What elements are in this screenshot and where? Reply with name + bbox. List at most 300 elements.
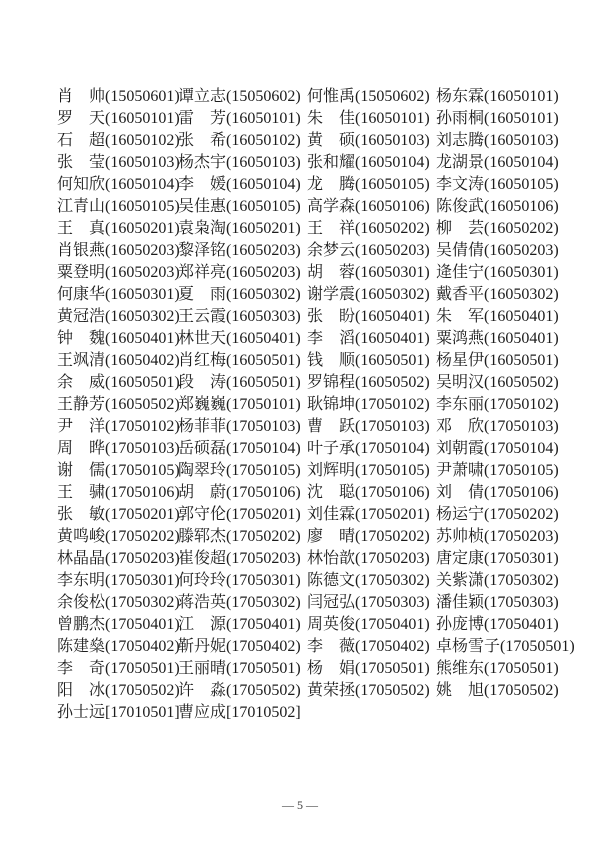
roster-entry [307, 526, 436, 548]
student-id: (17050203) [226, 550, 301, 567]
student-name: 林怡歆 [307, 550, 356, 567]
roster-entry [307, 548, 436, 570]
student-id: (16050203) [355, 242, 430, 259]
student-name: 闫冠弘 [307, 594, 356, 611]
roster-entry [57, 86, 178, 108]
roster-entry [436, 108, 575, 130]
student-name: 陈德文 [307, 572, 356, 589]
roster-entry [307, 416, 436, 438]
roster-entry [178, 438, 307, 460]
student-name: 刘志腾 [436, 132, 485, 149]
student-id: (17050502) [484, 682, 559, 699]
roster-entry [307, 174, 436, 196]
student-id: (16050302) [105, 308, 180, 325]
roster-entry [57, 262, 178, 284]
student-name: 杨东霖 [436, 88, 485, 105]
roster-entry [436, 680, 575, 702]
student-name: 王丽晴 [178, 660, 227, 677]
student-id: (17050203) [355, 550, 430, 567]
student-id: (17050501) [226, 660, 301, 677]
student-id: (17050103) [226, 418, 301, 435]
student-name: 肖银燕 [57, 242, 106, 259]
student-id: (16050501) [226, 374, 301, 391]
student-name: 王 祥 [307, 220, 356, 237]
student-id: (17050202) [355, 528, 430, 545]
student-id: (16050103) [226, 154, 301, 171]
student-name: 谭立志 [178, 88, 227, 105]
student-name: 孙庞博 [436, 616, 485, 633]
student-id: (16050301) [355, 264, 430, 281]
student-id: (16050301) [484, 264, 559, 281]
roster-entry [436, 306, 575, 328]
student-name: 张 希 [178, 132, 227, 149]
student-name: 肖红梅 [178, 352, 227, 369]
student-name: 尹萧啸 [436, 462, 485, 479]
student-id: (16050104) [226, 176, 301, 193]
student-name: 罗锦程 [307, 374, 356, 391]
roster-entry [436, 504, 575, 526]
student-id: (17050103) [355, 418, 430, 435]
roster-entry [57, 526, 178, 548]
student-id: (17050502) [355, 682, 430, 699]
roster-entry [307, 218, 436, 240]
student-id: (16050501) [484, 352, 559, 369]
roster-entry [178, 174, 307, 196]
student-id: (16050501) [226, 352, 301, 369]
student-name: 岳硕磊 [178, 440, 227, 457]
roster-entry [57, 306, 178, 328]
student-name: 蒋浩英 [178, 594, 227, 611]
roster-entry [436, 240, 575, 262]
roster-entry [178, 328, 307, 350]
student-name: 段 涛 [178, 374, 227, 391]
student-id: (16050401) [484, 308, 559, 325]
student-id: (16050302) [226, 286, 301, 303]
student-name: 靳丹妮 [178, 638, 227, 655]
student-id: (16050104) [105, 176, 180, 193]
roster-entry [307, 372, 436, 394]
student-id: (16050401) [105, 330, 180, 347]
page-number: — 5 — [282, 798, 318, 812]
student-id: (16050104) [484, 154, 559, 171]
roster-entry [307, 240, 436, 262]
student-id: [17010501] [105, 704, 180, 721]
roster-entry [57, 658, 178, 680]
student-id: (16050401) [355, 330, 430, 347]
roster-entry [178, 86, 307, 108]
student-name: 周英俊 [307, 616, 356, 633]
student-id: (17050104) [355, 440, 430, 457]
roster-entry [57, 702, 178, 724]
roster-entry [178, 240, 307, 262]
roster-entry [178, 702, 307, 724]
student-id: (17050301) [105, 572, 180, 589]
roster-entry [307, 614, 436, 636]
student-name: 林晶晶 [57, 550, 106, 567]
student-id: (17050302) [105, 594, 180, 611]
student-id: (16050401) [355, 308, 430, 325]
student-id: (17050101) [226, 396, 301, 413]
student-id: (16050105) [226, 198, 301, 215]
roster-entry [57, 240, 178, 262]
student-id: (15050601) [105, 88, 180, 105]
student-id: (16050401) [484, 330, 559, 347]
student-name: 姚 旭 [436, 682, 485, 699]
student-name: 逄佳宁 [436, 264, 485, 281]
roster-entry [178, 284, 307, 306]
student-id: (17050201) [105, 506, 180, 523]
student-id: (17050401) [355, 616, 430, 633]
roster-entry [57, 592, 178, 614]
student-name: 张 敏 [57, 506, 106, 523]
roster-entry [436, 218, 575, 240]
student-name: 杨菲菲 [178, 418, 227, 435]
roster-entry [57, 438, 178, 460]
student-name: 熊维东 [436, 660, 485, 677]
student-id: (17050501) [500, 638, 575, 655]
roster-entry [307, 504, 436, 526]
student-name: 刘佳霖 [307, 506, 356, 523]
student-name: 何知欣 [57, 176, 106, 193]
roster-entry [57, 482, 178, 504]
student-id: (17050402) [226, 638, 301, 655]
student-id: (16050101) [484, 110, 559, 127]
student-name: 黎泽铭 [178, 242, 227, 259]
student-name: 李 奇 [57, 660, 106, 677]
roster-entry [57, 108, 178, 130]
roster-entry [57, 284, 178, 306]
student-id: (17050202) [226, 528, 301, 545]
student-name: 崔俊超 [178, 550, 227, 567]
roster-entry [57, 372, 178, 394]
roster-entry [307, 394, 436, 416]
student-name: 吴倩倩 [436, 242, 485, 259]
student-name: 黄鸣峻 [57, 528, 106, 545]
student-id: (15050602) [226, 88, 301, 105]
student-name: 苏帅桢 [436, 528, 485, 545]
roster-entry [307, 130, 436, 152]
student-name: 夏 雨 [178, 286, 227, 303]
roster-entry [57, 328, 178, 350]
student-id: (17050104) [484, 440, 559, 457]
student-name: 黄荣拯 [307, 682, 356, 699]
student-id: (17050201) [226, 506, 301, 523]
roster-entry [57, 680, 178, 702]
roster-entry [178, 570, 307, 592]
roster-entry [57, 218, 178, 240]
roster-entry [307, 482, 436, 504]
roster-entry [178, 152, 307, 174]
student-name: 王云霞 [178, 308, 227, 325]
student-id: (16050102) [226, 132, 301, 149]
roster-entry [436, 196, 575, 218]
student-id: (16050401) [226, 330, 301, 347]
roster-entry [307, 658, 436, 680]
student-id: (17050501) [355, 660, 430, 677]
student-id: (17050103) [484, 418, 559, 435]
student-name: 李 媛 [178, 176, 227, 193]
student-name: 高学森 [307, 198, 356, 215]
roster-entry [178, 108, 307, 130]
roster-entry [307, 350, 436, 372]
student-name: 石 超 [57, 132, 106, 149]
student-name: 杨 娟 [307, 660, 356, 677]
student-id: (17050103) [105, 440, 180, 457]
student-id: (16050103) [355, 132, 430, 149]
student-name: 朱 佳 [307, 110, 356, 127]
roster-entry [307, 262, 436, 284]
student-id: (16050502) [355, 374, 430, 391]
roster-entry [307, 592, 436, 614]
student-name: 耿锦坤 [307, 396, 356, 413]
roster-entry [178, 372, 307, 394]
student-id: (16050104) [355, 154, 430, 171]
student-name: 唐定康 [436, 550, 485, 567]
student-id: (16050201) [105, 220, 180, 237]
student-id: (16050101) [226, 110, 301, 127]
student-name: 阳 冰 [57, 682, 106, 699]
student-name: 刘辉明 [307, 462, 356, 479]
student-name: 许 淼 [178, 682, 227, 699]
student-name: 何玲玲 [178, 572, 227, 589]
roster-entry [436, 570, 575, 592]
roster-entry [57, 460, 178, 482]
student-id: (17050106) [226, 484, 301, 501]
student-id: (16050202) [355, 220, 430, 237]
student-id: (17050301) [484, 550, 559, 567]
student-name: 杨星伊 [436, 352, 485, 369]
student-name: 卓杨雪子 [436, 638, 501, 655]
student-name: 林世天 [178, 330, 227, 347]
roster-entry [178, 680, 307, 702]
student-name: 谢学震 [307, 286, 356, 303]
student-id: (17050501) [105, 660, 180, 677]
roster-entry [57, 504, 178, 526]
student-name: 沈 聪 [307, 484, 356, 501]
student-id: (17050105) [226, 462, 301, 479]
student-name: 尹 洋 [57, 418, 106, 435]
roster-entry [307, 284, 436, 306]
student-name: 张和耀 [307, 154, 356, 171]
roster-entry [307, 328, 436, 350]
roster-entry [57, 130, 178, 152]
student-id: (16050201) [226, 220, 301, 237]
roster-entry [436, 262, 575, 284]
roster-entry [436, 86, 575, 108]
student-name: 胡 蔚 [178, 484, 227, 501]
student-id: (16050302) [484, 286, 559, 303]
student-name: 杨杰宇 [178, 154, 227, 171]
student-id: (17050102) [355, 396, 430, 413]
student-id: (16050203) [105, 242, 180, 259]
student-id: (16050106) [355, 198, 430, 215]
roster-entry [307, 196, 436, 218]
student-name: 王飒清 [57, 352, 106, 369]
roster-entry [307, 152, 436, 174]
student-id: (17050104) [226, 440, 301, 457]
roster-entry [178, 306, 307, 328]
student-name: 邓 欣 [436, 418, 485, 435]
student-id: (16050402) [105, 352, 180, 369]
student-id: (17050501) [484, 660, 559, 677]
student-name: 余梦云 [307, 242, 356, 259]
student-name: 戴香平 [436, 286, 485, 303]
student-id: (17050401) [484, 616, 559, 633]
student-name: 曹应成 [178, 704, 227, 721]
roster-entry [178, 548, 307, 570]
student-id: (17050102) [105, 418, 180, 435]
student-id: (16050501) [105, 374, 180, 391]
student-id: (17050302) [226, 594, 301, 611]
student-id: (16050103) [105, 154, 180, 171]
student-name: 钱 顺 [307, 352, 356, 369]
roster-entry [178, 130, 307, 152]
student-name: 孙士远 [57, 704, 106, 721]
roster-entry [436, 350, 575, 372]
student-id: (17050502) [226, 682, 301, 699]
roster-entry [307, 680, 436, 702]
student-id: (17050203) [105, 550, 180, 567]
student-name: 龙 腾 [307, 176, 356, 193]
student-id: (17050105) [105, 462, 180, 479]
student-name: 郭守伦 [178, 506, 227, 523]
student-id: (16050102) [105, 132, 180, 149]
student-id: (16050202) [484, 220, 559, 237]
student-name: 潘佳颖 [436, 594, 485, 611]
student-name: 王 骕 [57, 484, 106, 501]
roster-entry [57, 152, 178, 174]
roster-entry [436, 130, 575, 152]
student-id: (17050106) [355, 484, 430, 501]
student-id: (17050401) [105, 616, 180, 633]
roster-entry [436, 416, 575, 438]
roster-entry [178, 196, 307, 218]
student-id: (17050401) [226, 616, 301, 633]
roster-entry [178, 350, 307, 372]
student-name: 张 盼 [307, 308, 356, 325]
roster-entry [57, 614, 178, 636]
student-id: (16050106) [484, 198, 559, 215]
student-name: 罗 天 [57, 110, 106, 127]
student-name: 郑祥亮 [178, 264, 227, 281]
student-name: 肖 帅 [57, 88, 106, 105]
student-name: 刘 倩 [436, 484, 485, 501]
student-name: 李东明 [57, 572, 106, 589]
roster-entry [436, 548, 575, 570]
student-name: 粟鸿燕 [436, 330, 485, 347]
student-name: 李 滔 [307, 330, 356, 347]
roster-entry [436, 438, 575, 460]
roster-entry [178, 592, 307, 614]
student-id: (17050402) [355, 638, 430, 655]
student-name: 朱 军 [436, 308, 485, 325]
student-id: (17050302) [484, 572, 559, 589]
roster-entry [57, 636, 178, 658]
student-name: 李文涛 [436, 176, 485, 193]
student-id: (17050303) [355, 594, 430, 611]
student-name: 袁枭淘 [178, 220, 227, 237]
student-id: (16050105) [105, 198, 180, 215]
roster-entry [436, 460, 575, 482]
student-name: 陶翠玲 [178, 462, 227, 479]
roster-entry [436, 526, 575, 548]
student-id: (17050102) [484, 396, 559, 413]
roster-entry [57, 570, 178, 592]
roster-entry [178, 614, 307, 636]
student-name: 张 莹 [57, 154, 106, 171]
roster-entry [307, 86, 436, 108]
student-id: (17050502) [105, 682, 180, 699]
student-id: (17050203) [484, 528, 559, 545]
roster-entry [436, 394, 575, 416]
roster-entry [436, 592, 575, 614]
student-name: 柳 芸 [436, 220, 485, 237]
student-name: 江 源 [178, 616, 227, 633]
student-id: (16050101) [355, 110, 430, 127]
student-id: (15050602) [355, 88, 430, 105]
student-id: (16050502) [484, 374, 559, 391]
roster-entry [178, 526, 307, 548]
student-name: 雷 芳 [178, 110, 227, 127]
roster-entry [307, 636, 436, 658]
student-id: (16050301) [105, 286, 180, 303]
student-name: 叶子承 [307, 440, 356, 457]
roster-entry [436, 482, 575, 504]
student-name: 余 威 [57, 374, 106, 391]
roster-entry [178, 482, 307, 504]
student-name: 刘朝霞 [436, 440, 485, 457]
student-name: 李东丽 [436, 396, 485, 413]
student-id: (16050105) [355, 176, 430, 193]
student-id: (16050101) [105, 110, 180, 127]
roster-entry [178, 416, 307, 438]
student-name: 周 晔 [57, 440, 106, 457]
student-id: (16050203) [484, 242, 559, 259]
student-id: (16050105) [484, 176, 559, 193]
roster-entry [57, 196, 178, 218]
student-name: 孙雨桐 [436, 110, 485, 127]
student-name: 余俊松 [57, 594, 106, 611]
roster-entry [57, 548, 178, 570]
student-id: (16050103) [484, 132, 559, 149]
roster-entry [178, 262, 307, 284]
student-id: (17050106) [484, 484, 559, 501]
student-name: 黄冠浩 [57, 308, 106, 325]
student-name: 何惟禹 [307, 88, 356, 105]
student-id: (17050201) [355, 506, 430, 523]
student-id: (17050105) [355, 462, 430, 479]
student-name: 郑巍巍 [178, 396, 227, 413]
roster-entry [436, 372, 575, 394]
roster-entry [57, 394, 178, 416]
roster-entry [436, 284, 575, 306]
roster-entry [178, 504, 307, 526]
student-id: (17050301) [226, 572, 301, 589]
student-name: 江青山 [57, 198, 106, 215]
student-name: 王 真 [57, 220, 106, 237]
roster-entry [307, 306, 436, 328]
roster-entry [178, 658, 307, 680]
student-name: 滕郓杰 [178, 528, 227, 545]
student-name: 钟 魏 [57, 330, 106, 347]
student-name: 曾鹏杰 [57, 616, 106, 633]
roster-entry [307, 570, 436, 592]
student-name: 何康华 [57, 286, 106, 303]
student-id: (16050501) [355, 352, 430, 369]
roster-entry [57, 350, 178, 372]
student-id: (16050502) [105, 396, 180, 413]
student-id: (16050302) [355, 286, 430, 303]
